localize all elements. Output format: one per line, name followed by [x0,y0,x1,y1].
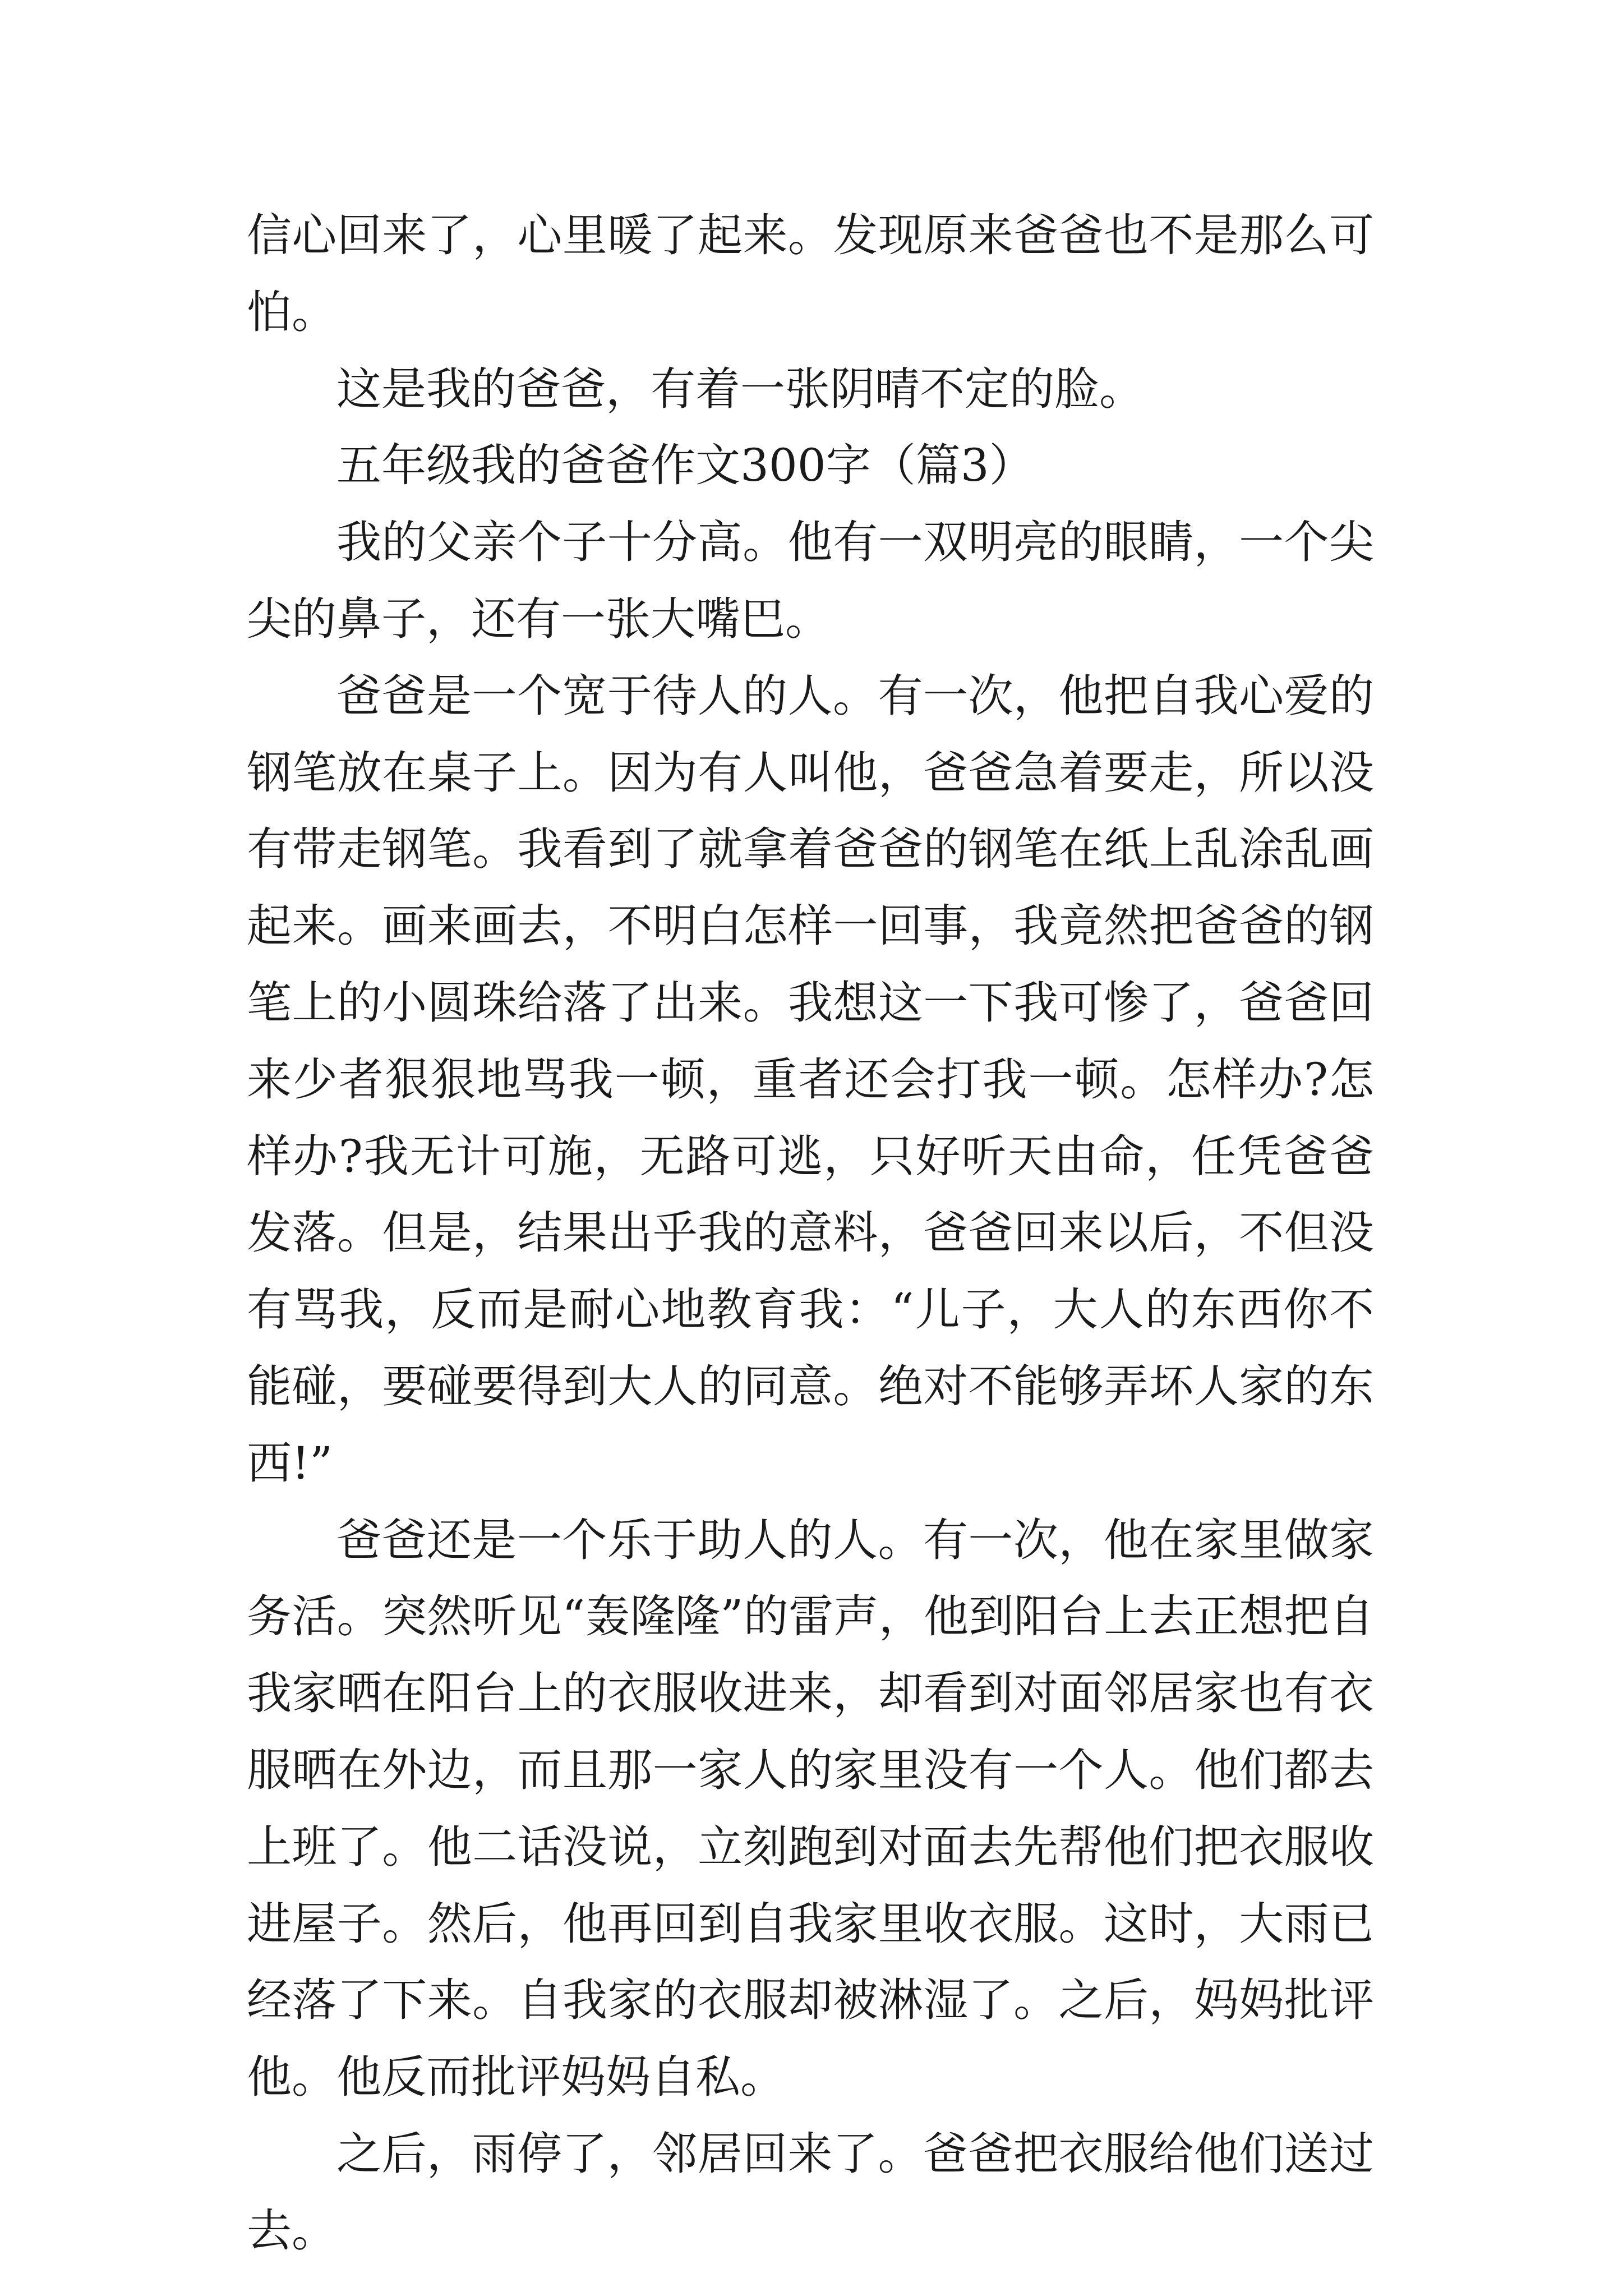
document-body [247,197,1374,2270]
paragraph: 爸爸是一个宽于待人的人。有一次，他把自我心爱的钢笔放在桌子上。因为有人叫他，爸爸急着要走，所以没有带走钢笔。我看到了就拿着爸爸的钢笔在纸上乱涂乱画起来。画来画去，不明白怎样一回事，我竟然把爸爸的钢笔上的小圆珠给落了出来。我想这一下我可惨了，爸爸回来少者狠狠地骂我一顿，重者还会打我一顿。怎样办?怎样办?我无计可施，无路可逃，只好听天由命，任凭爸爸发落。但是，结果出乎我的意料，爸爸回来以后，不但没有骂我，反而是耐心地教育我：“儿子，大人的东西你不能碰，要碰要得到大人的同意。绝对不能够弄坏人家的东西!” [247,669,1374,1489]
paragraph: 爸爸还是一个乐于助人的人。有一次，他在家里做家务活。突然听见“轰隆隆”的雷声，他到阳台上去正想把自我家晒在阳台上的衣服收进来，却看到对面邻居家也有衣服晒在外边，而且那一家人的家里没有一个人。他们都去上班了。他二话没说，立刻跑到对面去先帮他们把衣服收进屋子。然后，他再回到自我家里收衣服。这时，大雨已经落了下来。自我家的衣服却被淋湿了。之后，妈妈批评他。他反而批评妈妈自私。 [247,1513,1374,2104]
paragraph: 之后，雨停了，邻居回来了。爸爸把衣服给他们送过去。 [247,2127,1374,2257]
paragraph: 信心回来了，心里暖了起来。发现原来爸爸也不是那么可怕。 [247,209,1374,338]
paragraph: 这是我的爸爸，有着一张阴晴不定的脸。 [336,362,1144,415]
paragraph: 我的父亲个子十分高。他有一双明亮的眼睛，一个尖尖的鼻子，还有一张大嘴巴。 [247,516,1374,645]
section-heading: 五年级我的爸爸作文300字（篇3） [336,439,1034,492]
